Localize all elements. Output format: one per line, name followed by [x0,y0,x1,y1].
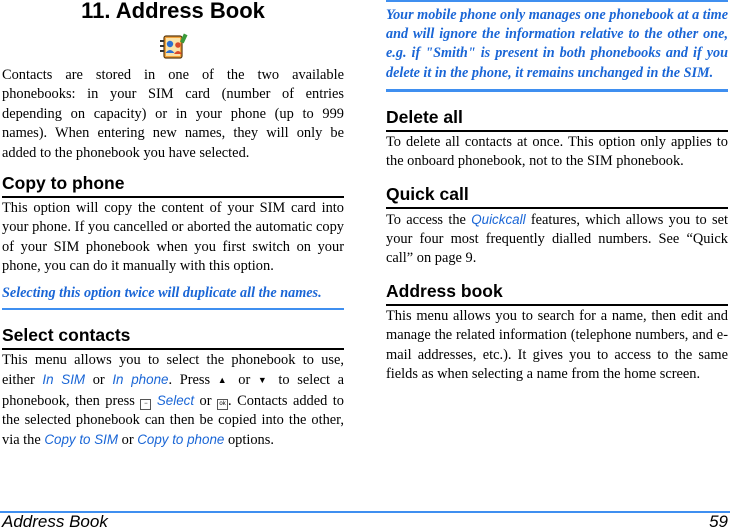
quick-call-body [386,210,728,269]
footer-page-number: 59 [709,512,728,531]
page-footer [0,511,730,530]
heading-copy-to-phone: Copy to phone [2,172,344,198]
phonebook-note: Your mobile phone only manages one phonebook at a time and will ignore the information relative to the other one, e.g. if "Smith" is present in both phonebooks and if you delete it in the phone, it remains unchanged in the SIM. [386,0,728,92]
select-contacts-body [2,351,344,451]
kw-in-sim: In SIM [42,372,86,388]
copy-to-phone-body: This option will copy the content of your SIM card into your phone. If you cancelled or aborted the automatic copy of your SIM phonebook when you first switch on your phone, you can do it manually with this option. [2,200,344,275]
text-run: or [85,372,113,389]
ok-key-icon: ok [217,399,228,410]
text-run: features, which allows you to set your four most frequently dialled numbers. See “Quick call” on page 9. [386,211,728,267]
text-run: To access the [386,211,472,228]
footer-section-title: Address Book [2,512,108,531]
heading-address-book: Address book [386,280,728,306]
delete-all-body: To delete all contacts at once. This option only applies to the onboard phonebook, not to the SIM phonebook. [386,133,728,170]
heading-select-contacts: Select contacts [2,324,344,350]
kw-copy-to-phone: Copy to phone [137,432,225,448]
intro-paragraph: Contacts are stored in one of the two available phonebooks: in your SIM card (number of entries depending on capacity) or in your phone (up to 999 names). When entering new names, they will only be added to the phonebook you have selected. [2,67,344,161]
text-run: . Press [168,372,218,389]
right-column [386,0,728,384]
heading-quick-call: Quick call [386,183,728,209]
text-run: or [194,392,218,409]
kw-select: Select [156,392,195,408]
text-run: or [118,432,138,449]
text-run: This menu allows you to select the phonebook to use, either [2,351,344,389]
text-run: to select a phonebook, then press [2,372,345,409]
text-run: options. [224,432,274,449]
address-book-body: This menu allows you to search for a name, then edit and manage the related information (telephone numbers, and e-mail addresses, etc.). It gives you to access to the same fields as when selecting a name from the home screen. [386,307,728,383]
heading-delete-all: Delete all [386,106,728,132]
nav-down-icon: ▼ [257,375,271,386]
nav-up-icon: ▲ [217,375,231,386]
chapter-icon-wrap [2,22,344,62]
text-run: . Contacts added to the selected phonebook can then be copied into the other, via the [2,392,344,449]
kw-quickcall: Quickcall [471,211,526,227]
left-column [2,0,344,451]
chapter-title: 11. Address Book [81,0,265,23]
left-softkey-icon: − [140,399,151,410]
address-book-icon [156,32,190,62]
kw-in-phone: In phone [112,372,169,388]
text-run: or [230,372,258,389]
kw-copy-to-sim: Copy to SIM [44,432,119,448]
copy-to-phone-note: Selecting this option twice will duplicate all the names. [2,284,344,310]
